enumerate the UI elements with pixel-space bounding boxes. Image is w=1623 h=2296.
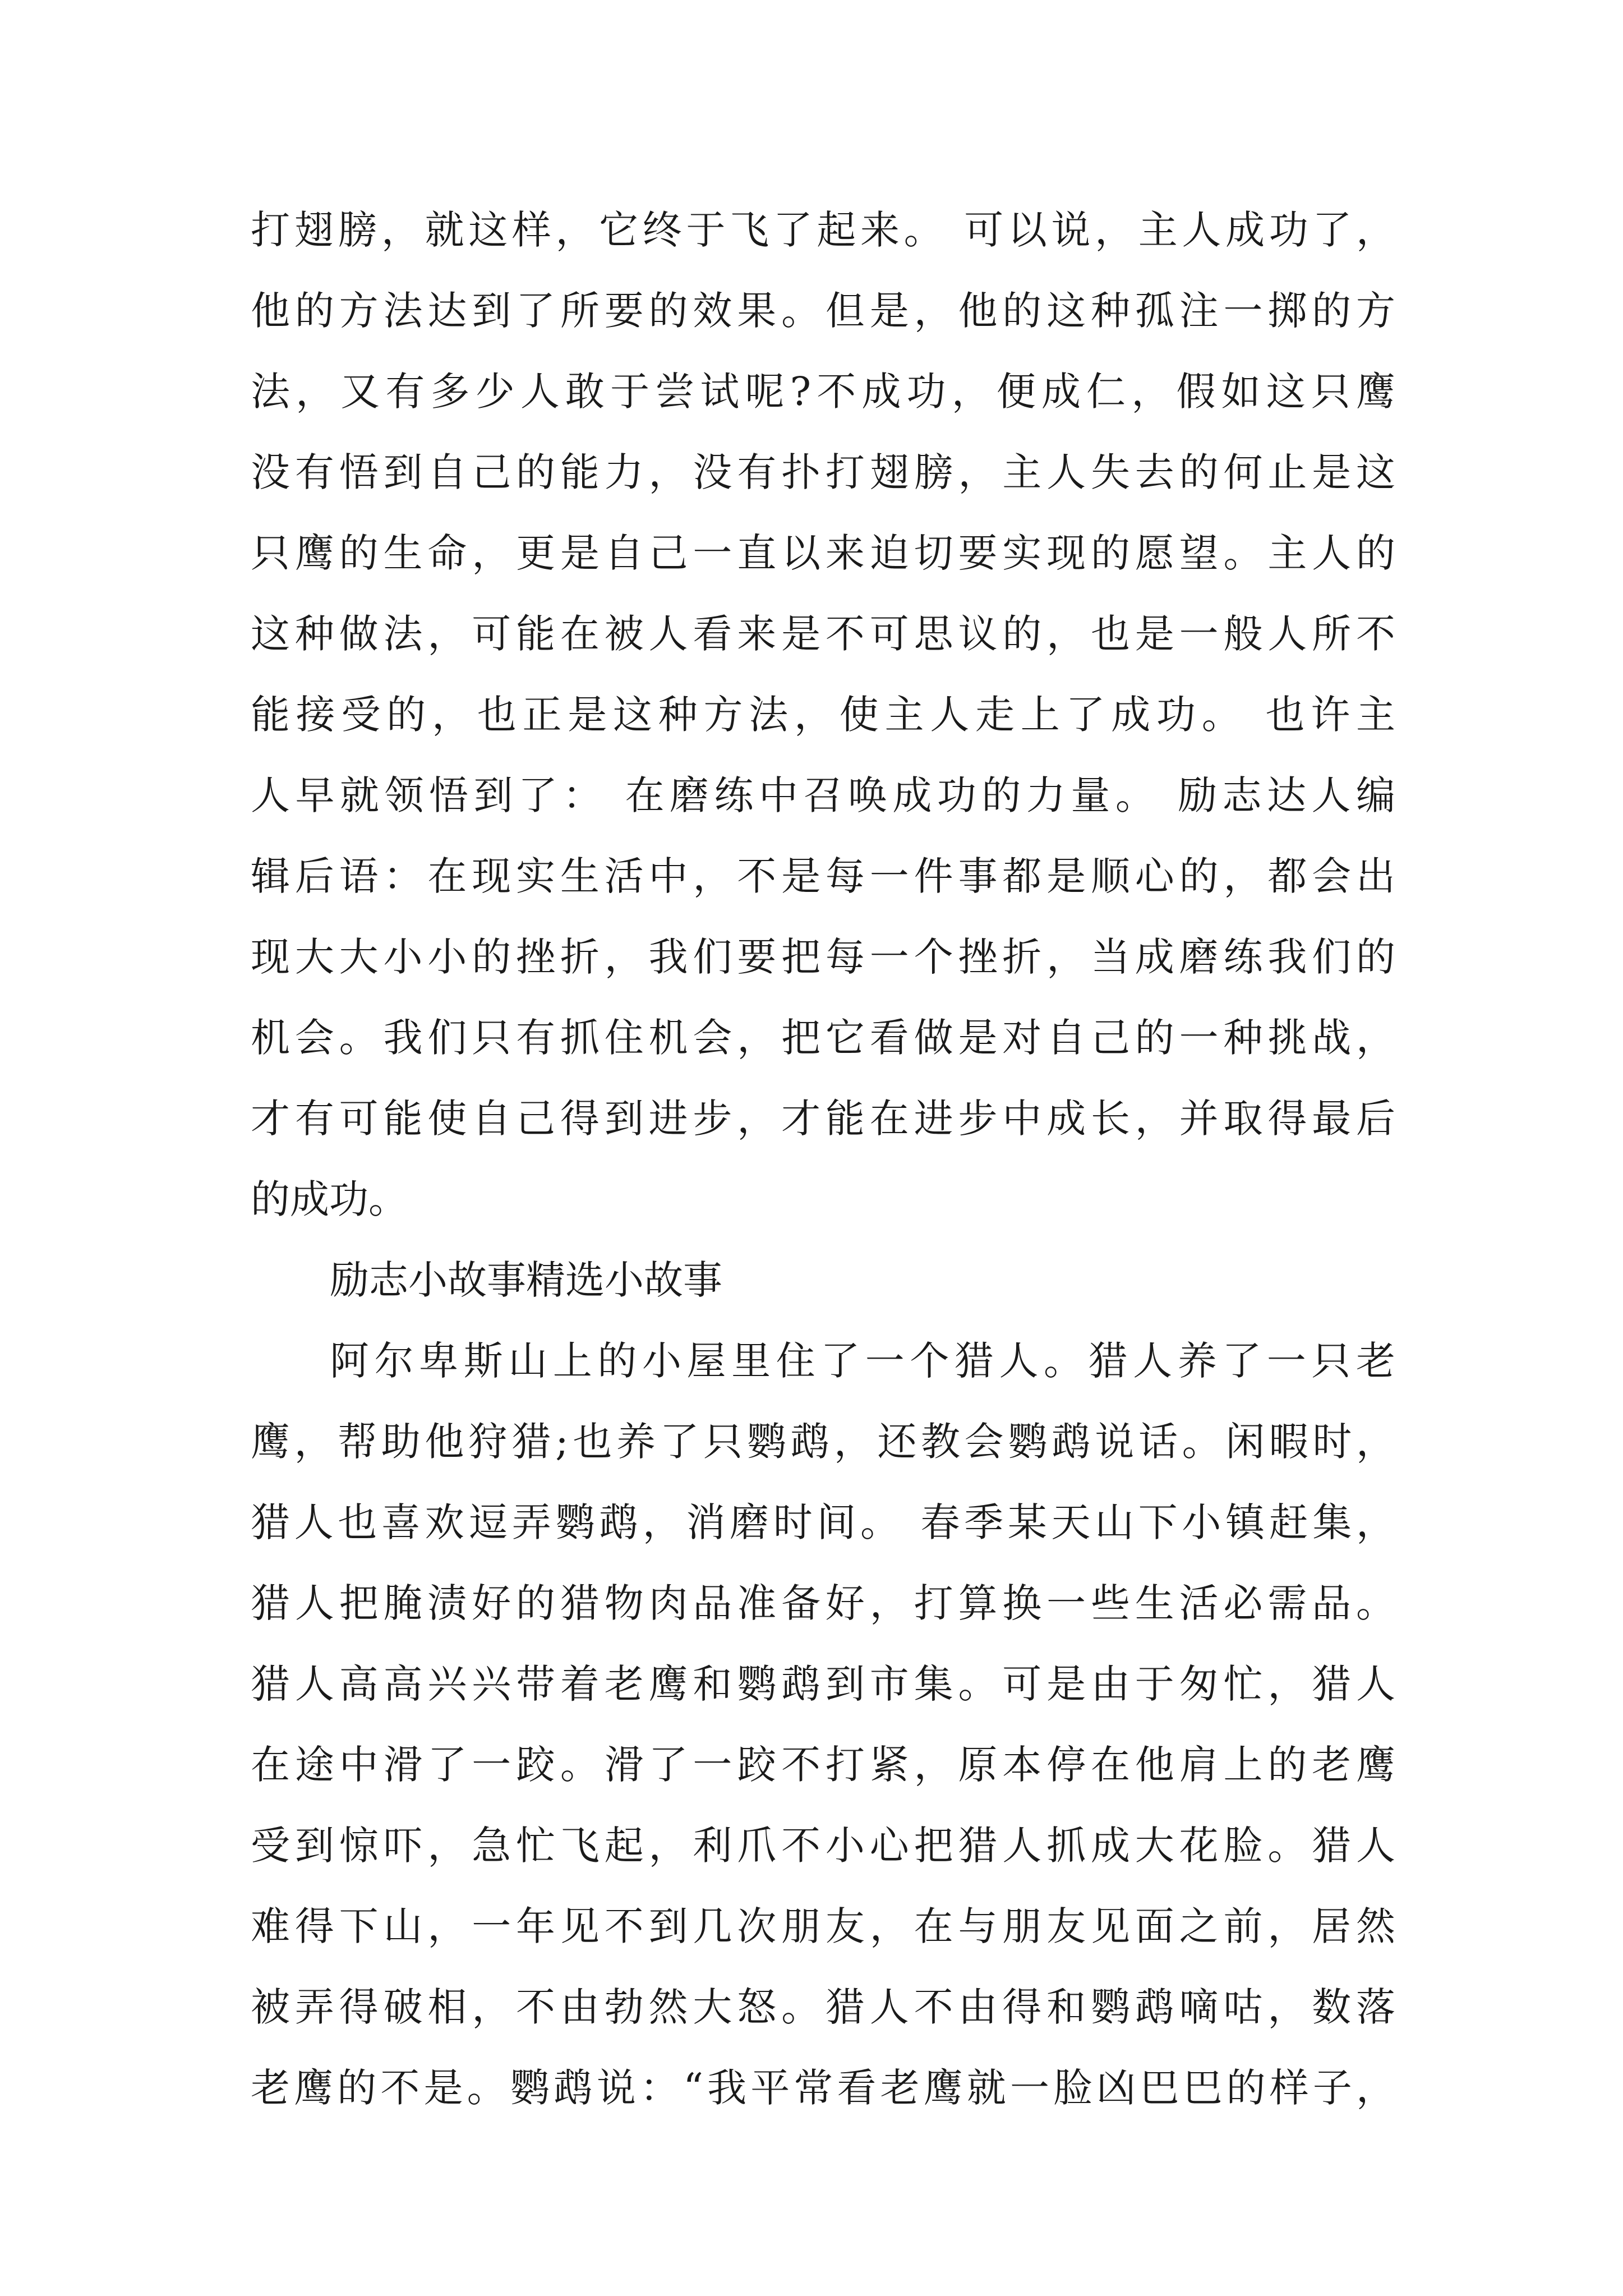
section-heading: 励志小故事精选小故事	[330, 1257, 722, 1303]
paragraph-2-line: 老鹰的不是。鹦鹉说：“我平常看老鹰就一脸凶巴巴的样子，	[251, 2065, 1395, 2111]
paragraph-1-line: 能接受的，也正是这种方法，使主人走上了成功。 也许主	[251, 692, 1395, 738]
paragraph-2-line: 阿尔卑斯山上的小屋里住了一个猎人。猎人养了一只老	[330, 1338, 1395, 1384]
paragraph-1-line: 打翅膀，就这样，它终于飞了起来。 可以说，主人成功了，	[251, 207, 1395, 253]
paragraph-2-line: 鹰，帮助他狩猎;也养了只鹦鹉，还教会鹦鹉说话。闲暇时，	[251, 1419, 1395, 1465]
section-heading-block	[251, 1240, 1395, 1320]
paragraph-2-line: 猎人高高兴兴带着老鹰和鹦鹉到市集。可是由于匆忙，猎人	[251, 1661, 1395, 1707]
paragraph-2	[251, 1320, 1395, 2128]
paragraph-1-line: 这种做法，可能在被人看来是不可思议的，也是一般人所不	[251, 611, 1395, 657]
paragraph-1-line: 才有可能使自己得到进步，才能在进步中成长，并取得最后	[251, 1096, 1395, 1142]
paragraph-1-line: 机会。我们只有抓住机会，把它看做是对自己的一种挑战，	[251, 1015, 1395, 1061]
paragraph-2-line: 猎人也喜欢逗弄鹦鹉，消磨时间。 春季某天山下小镇赶集，	[251, 1499, 1395, 1545]
paragraph-1-line: 他的方法达到了所要的效果。但是，他的这种孤注一掷的方	[251, 288, 1395, 334]
paragraph-1-line: 只鹰的生命，更是自己一直以来迫切要实现的愿望。主人的	[251, 530, 1395, 576]
paragraph-2-line: 在途中滑了一跤。滑了一跤不打紧，原本停在他肩上的老鹰	[251, 1742, 1395, 1788]
paragraph-1-line: 人早就领悟到了： 在磨练中召唤成功的力量。 励志达人编	[251, 772, 1395, 818]
paragraph-2-line: 受到惊吓，急忙飞起，利爪不小心把猎人抓成大花脸。猎人	[251, 1823, 1395, 1869]
paragraph-1-line: 没有悟到自己的能力，没有扑打翅膀，主人失去的何止是这	[251, 449, 1395, 495]
paragraph-1-line: 辑后语：在现实生活中，不是每一件事都是顺心的，都会出	[251, 853, 1395, 899]
paragraph-2-line: 被弄得破相，不由勃然大怒。猎人不由得和鹦鹉嘀咕，数落	[251, 1984, 1395, 2030]
paragraph-2-line: 难得下山，一年见不到几次朋友，在与朋友见面之前，居然	[251, 1903, 1395, 1949]
paragraph-1-line: 的成功。	[251, 1176, 408, 1222]
paragraph-1	[251, 190, 1395, 1240]
paragraph-1-line: 法，又有多少人敢于尝试呢?不成功，便成仁，假如这只鹰	[251, 369, 1395, 415]
paragraph-2-line: 猎人把腌渍好的猎物肉品准备好，打算换一些生活必需品。	[251, 1580, 1395, 1626]
paragraph-1-line: 现大大小小的挫折，我们要把每一个挫折，当成磨练我们的	[251, 934, 1395, 980]
